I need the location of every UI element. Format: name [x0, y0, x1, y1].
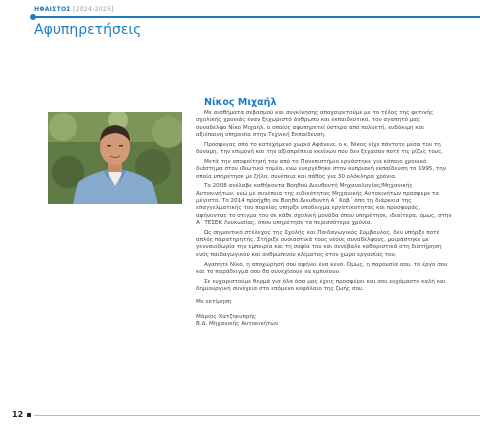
footer-rule	[34, 415, 480, 416]
paragraph: Πρόσφυγας από το κατεχόμενο χωριό Αφάνεια, ο κ. Νίκος είχε πάντοτε μέσα του τη δύναμη, την επιμονή και την αξιοπρέπεια εκείνων που δεν ξεχασαν ποτέ τις ρίζες τους.	[196, 141, 444, 156]
header-years: [2024-2025]	[73, 6, 114, 13]
article-body	[196, 110, 452, 328]
person-name: Νίκος Μιχαήλ	[204, 97, 277, 108]
signature-name: Μάριος Χατζηκυπρής	[196, 313, 257, 320]
signature-block	[196, 299, 452, 328]
footer-bullet	[27, 413, 31, 417]
running-header	[34, 6, 114, 13]
section-title: Αφυπηρετήσεις	[34, 22, 142, 38]
paragraph: Το 2008 ανέλαβε καθήκοντα Βοηθού Διευθυντή Μηχανολογίας/Μηχανικής Αυτοκινήτων, ενώ με συνέπεια της ειδικότητας Μηχανικής Αυτοκινήτων προσφερε τα μέγιστα. Το 2014 προήχθη σε Βοηθό Διευθυντή Α΄ Κοβ΄ όπη τη διάρκεια της επαγγελματικής του πορείας υπηρξε υποδειγμα εργατικοτητας και προσφοράς, αφήνοντας το στιγμα του σε κάθε σχολική μονάδα όπου υπηρέτησε, ιδιαίτερα, όμως, στην Α΄ ΤΕΣΕΚ Λευκωσίας, όπου υπηρέτησε τα περισσότερα χρόνια.	[196, 183, 452, 226]
paragraph: Ως σημαντικό στέλεχος της Σχολής και Παιδαγωγικός Σύμβουλος, δεν υπήρξε ποτέ απλός παρατηρητής. Στήριξε ουσιαστικά τους νέους συναδέλφους, μοιράστηκε με γενναιοδωρία την εμπειρία και τη σοφία του και συνέβαλε καθοριστικά στη διατήρηση ενός παιδαγωγικού και ανθρώπινου κλίματος στον χώρο εργασίας του.	[196, 229, 442, 258]
paragraph: Σε ευχαριστούμε θερμά για όλα όσα μας έχεις προσφέρει και σου ευχόμαστε καλή και δημιουργική συνέχεια στο επόμενο κεφάλαιο της ζωής σου.	[196, 278, 446, 293]
signature-closing: Με εκτίμηση	[196, 299, 232, 306]
header-brand: ΗΦΑΙΣΤΟΣ	[34, 6, 71, 13]
header-rule	[34, 16, 480, 18]
page-number: 12	[12, 410, 24, 419]
portrait-photo	[48, 112, 182, 204]
paragraph: Αγαπητέ Νίκο, η αποχώρησή σου αφήνει ένα κενό. Όμως, η παρουσία σου, το έργο σου και το παράδειγμά σου θα συνεχίσουν να εμπνέουν.	[196, 261, 448, 275]
paragraph: Με αισθήματα σεβασμού και συγκίνησης αποχαιρετούμε με το τέλος της φετινής σχολικής χρονιάς έναν ξεχωριστό άνθρωπο και εκπαιδευτικό, τον αγαπητό μας συναδέλφο Νίκο Μιχαήλ, ο οποίος αφυπηρετεί ύστερα από πολυετή, ευδόκιμη και αξιέπαινη υπηρεσία στην Τεχνική Εκπαίδευση.	[196, 110, 434, 138]
paragraph: Μετά την αποφοίτησή του από το Πανεπιστήμιο εργάστηκε για κάποιο χρονικό διάστημα στον ιδιωτικό τομέα, ενώ ενεργέθηκε στην κυπριακή εκπαίδευση το 1995, την οποία υπηρέτησε με ζήλο, συνέπεια και πάθος για 30 ολόκληρα χρόνια.	[196, 158, 446, 180]
signature-role: Β.Δ. Μηχανικής Αυτοκινήτων	[196, 320, 279, 327]
